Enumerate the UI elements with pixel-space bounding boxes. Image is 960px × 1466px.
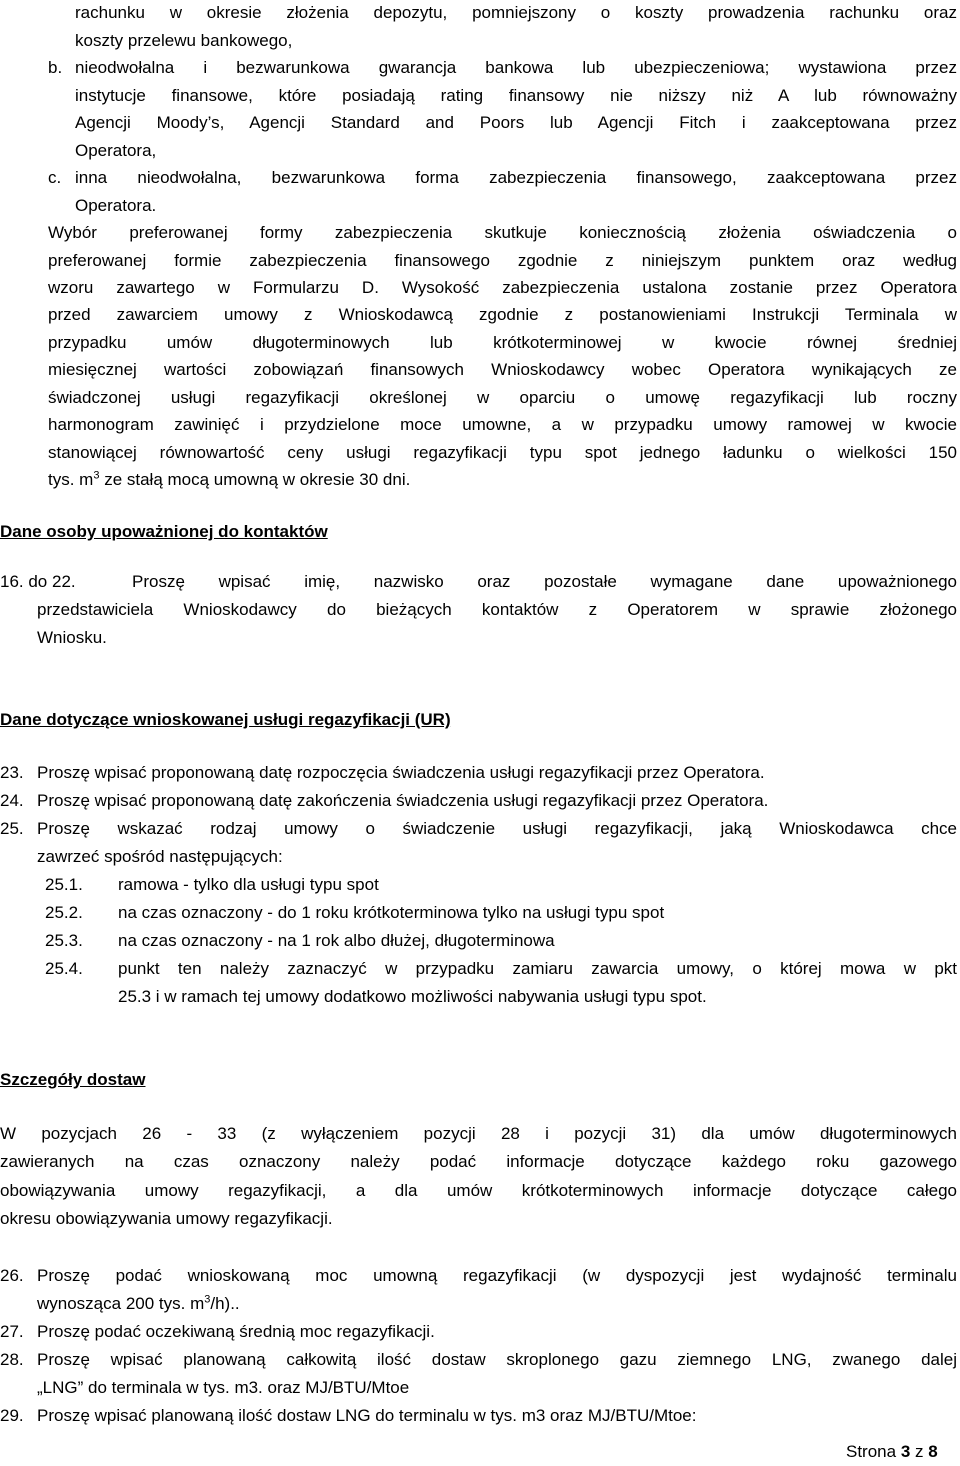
paragraph-line: Agencji Moody’s, Agencji Standard and Poors lub Agencji Fitch i zaakceptowana przez — [75, 113, 957, 132]
list-item: Proszę wpisać proponowaną datę rozpoczęcia świadczenia usługi regazyfikacji przez Operatora. — [37, 763, 765, 782]
paragraph-line: W pozycjach 26 - 33 (z wyłączeniem pozycji 28 i pozycji 31) dla umów długoterminowych — [0, 1124, 957, 1143]
list-item: Proszę wpisać proponowaną datę zakończenia świadczenia usługi regazyfikacji przez Operatora. — [37, 791, 769, 810]
paragraph-line: wzoru zawartego w Formularzu D. Wysokość zabezpieczenia ustalona zostanie przez Operatora — [48, 278, 957, 297]
paragraph-line: Proszę wpisać imię, nazwisko oraz pozostałe wymagane dane upoważnionego — [132, 572, 957, 591]
sub-item-number: 25.3. — [45, 931, 83, 950]
paragraph-line: Wybór preferowanej formy zabezpieczenia skutkuje koniecznością złożenia oświadczenia o — [48, 223, 957, 242]
paragraph-line: preferowanej formie zabezpieczenia finansowego zgodnie z niniejszym punktem oraz według — [48, 251, 957, 270]
sub-item-number: 25.2. — [45, 903, 83, 922]
paragraph-line: rachunku w okresie złożenia depozytu, pomniejszony o koszty prowadzenia rachunku oraz — [75, 3, 957, 22]
paragraph-line: instytucje finansowe, które posiadają rating finansowy nie niższy niż A lub równoważny — [75, 86, 957, 105]
item-number: 23. — [0, 763, 24, 782]
paragraph-line: przypadku umów długoterminowych lub krótkoterminowej w kwocie równej średniej — [48, 333, 957, 352]
footer-label: Strona — [846, 1442, 897, 1461]
paragraph-line: przedstawiciela Wnioskodawcy do bieżących kontaktów z Operatorem w sprawie złożonego — [37, 600, 957, 619]
paragraph-line: Operatora. — [75, 196, 157, 215]
page-footer — [846, 1440, 938, 1464]
footer-total-pages: 8 — [928, 1442, 938, 1461]
paragraph-line: koszty przelewu bankowego, — [75, 31, 293, 50]
item-number: 28. — [0, 1350, 24, 1369]
list-marker: b. — [48, 58, 63, 77]
paragraph-line: Wniosku. — [37, 628, 107, 647]
list-item: Proszę podać wnioskowaną moc umowną regazyfikacji (w dyspozycji jest wydajność terminalu — [37, 1266, 957, 1285]
list-item-continuation: „LNG” do terminala w tys. m3. oraz MJ/BTU/Mtoe — [37, 1378, 410, 1397]
paragraph-line: świadczonej usługi regazyfikacji określonej w oparciu o umowę regazyfikacji lub roczny — [48, 388, 957, 407]
sub-item-continuation: 25.3 i w ramach tej umowy dodatkowo możliwości nabywania usługi typu spot. — [118, 987, 707, 1006]
sub-item: ramowa - tylko dla usługi typu spot — [118, 875, 379, 894]
sub-item: na czas oznaczony - na 1 rok albo dłużej, długoterminowa — [118, 931, 555, 950]
list-marker: c. — [48, 168, 62, 187]
paragraph-line: okresu obowiązywania umowy regazyfikacji. — [0, 1209, 333, 1228]
sub-item-number: 25.1. — [45, 875, 83, 894]
paragraph-line: Operatora, — [75, 141, 157, 160]
item-number: 26. — [0, 1266, 24, 1285]
sub-item: punkt ten należy zaznaczyć w przypadku zamiaru zawarcia umowy, o której mowa w pkt — [118, 959, 957, 978]
paragraph-line: obowiązywania umowy regazyfikacji, a dla umów krótkoterminowych informacje dotyczące całego — [0, 1181, 957, 1200]
paragraph-line — [48, 468, 410, 492]
superscript: 3 — [93, 469, 100, 482]
text-segment: /h).. — [210, 1294, 240, 1313]
list-item-continuation — [37, 1292, 240, 1316]
paragraph-line: zawieranych na czas oznaczony należy podać informacje dotyczące każdego roku gazowego — [0, 1152, 957, 1171]
sub-item: na czas oznaczony - do 1 roku krótkoterminowa tylko na usługi typu spot — [118, 903, 665, 922]
list-item: Proszę wskazać rodzaj umowy o świadczenie usługi regazyfikacji, jaką Wnioskodawca chce — [37, 819, 957, 838]
list-item-continuation: zawrzeć spośród następujących: — [37, 847, 283, 866]
paragraph-line: harmonogram zawinięć i przydzielone moce umowne, a w przypadku umowy ramowej w kwocie — [48, 415, 957, 434]
list-item: Proszę wpisać planowaną ilość dostaw LNG do terminalu w tys. m3 oraz MJ/BTU/Mtoe: — [37, 1406, 697, 1425]
list-item: Proszę wpisać planowaną całkowitą ilość dostaw skroplonego gazu ziemnego LNG, zwanego dalej — [37, 1350, 957, 1369]
sub-item-number: 25.4. — [45, 959, 83, 978]
section-heading-service: Dane dotyczące wnioskowanej usługi regazyfikacji (UR) — [0, 710, 451, 729]
item-number: 24. — [0, 791, 24, 810]
footer-page-number: 3 — [900, 1442, 911, 1461]
item-number: 29. — [0, 1406, 24, 1425]
text-segment: ze stałą mocą umowną w okresie 30 dni. — [99, 470, 411, 489]
paragraph-line: miesięcznej wartości zobowiązań finansowych Wnioskodawcy wobec Operatora wynikających ze — [48, 360, 957, 379]
paragraph-line: nieodwołalna i bezwarunkowa gwarancja bankowa lub ubezpieczeniowa; wystawiona przez — [75, 58, 957, 77]
section-heading-delivery: Szczegóły dostaw — [0, 1070, 146, 1089]
text-segment: tys. m — [48, 470, 94, 489]
item-number: 25. — [0, 819, 24, 838]
text-segment: wynosząca 200 tys. m — [37, 1294, 205, 1313]
section-heading-contact: Dane osoby upoważnionej do kontaktów — [0, 522, 328, 541]
paragraph-line: przed zawarciem umowy z Wnioskodawcą zgodnie z postanowieniami Instrukcji Terminala w — [48, 305, 957, 324]
footer-of: z — [915, 1442, 924, 1461]
list-item: Proszę podać oczekiwaną średnią moc regazyfikacji. — [37, 1322, 435, 1341]
superscript: 3 — [204, 1293, 211, 1306]
paragraph-line: inna nieodwołalna, bezwarunkowa forma zabezpieczenia finansowego, zaakceptowana przez — [75, 168, 957, 187]
item-number: 27. — [0, 1322, 24, 1341]
paragraph-line: stanowiącej równowartość ceny usługi regazyfikacji typu spot jednego ładunku o wielkości 150 — [48, 443, 957, 462]
item-number: 16. do 22. — [0, 572, 76, 591]
